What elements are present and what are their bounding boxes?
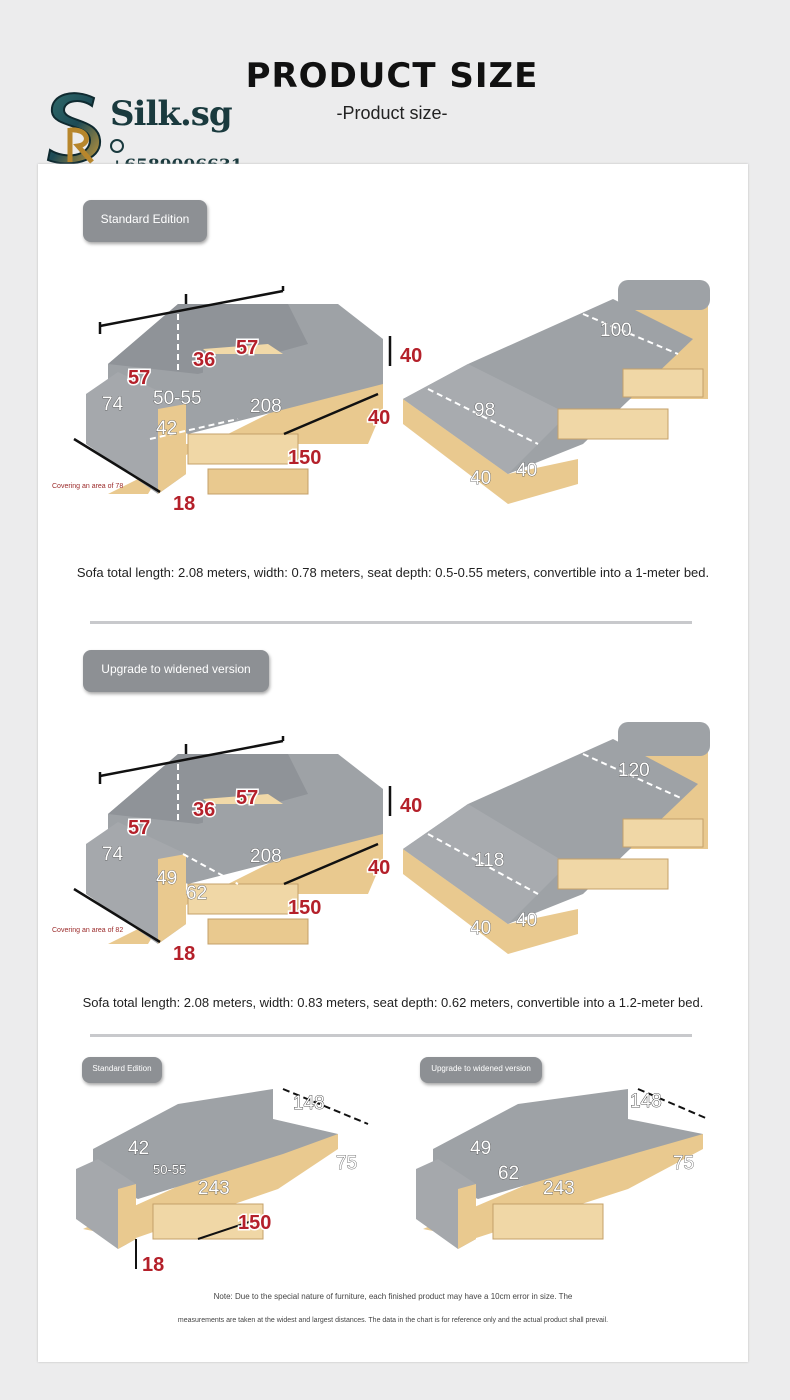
dim-table-height: 40: [400, 795, 423, 817]
dim-back-right: 57: [236, 337, 259, 359]
standard-sofa-illustration: [38, 244, 748, 514]
dim-table-height: 40: [400, 345, 423, 367]
bed-dim-width: 120: [618, 760, 650, 781]
note-line-1: Note: Due to the special nature of furniture, each finished product may have a 10cm error in size. The: [213, 1292, 573, 1301]
sofa-drawing: [86, 304, 383, 494]
section-divider: [90, 1034, 692, 1037]
lshape-dim-back-height: 42: [128, 1138, 150, 1159]
dim-back-mid: 36: [193, 349, 216, 371]
bed-dim-height-a: 40: [470, 918, 492, 939]
standard-caption: Sofa total length: 2.08 meters, width: 0.78 meters, seat depth: 0.5-0.55 meters, convertible into a 1-meter bed.: [76, 565, 710, 580]
dim-back-left: 57: [128, 367, 151, 389]
bed-dim-length: 118: [474, 850, 505, 871]
lshape-dim-drawer-length: 150: [238, 1212, 272, 1234]
dim-back-height: 42: [156, 418, 178, 439]
dim-arm-height: 74: [102, 394, 124, 415]
lshape-widened-dim-length: 243: [543, 1178, 575, 1199]
lshape-widened-drawing: [416, 1089, 703, 1249]
whatsapp-icon: [110, 139, 124, 153]
lshape-dim-chaise-width: 75: [336, 1153, 358, 1174]
dim-back-left: 57: [128, 817, 151, 839]
dim-drawer-depth: 40: [368, 857, 391, 879]
lshape-illustrations: [38, 1079, 748, 1279]
size-chart-card: [38, 164, 748, 1362]
brand-logo: [44, 88, 244, 168]
bed-dim-height-b: 40: [516, 460, 538, 481]
lshape-dim-chaise-length: 148: [293, 1093, 325, 1114]
dim-seat-depth: 62: [186, 883, 208, 904]
lshape-widened-badge: Upgrade to widened version: [420, 1057, 542, 1083]
page-subtitle: -Product size-: [336, 103, 448, 123]
note-line-2: measurements are taken at the widest and largest distances. The data in the chart is for reference only and the actual product shall prevail.: [177, 1317, 609, 1324]
widened-caption: Sofa total length: 2.08 meters, width: 0.83 meters, seat depth: 0.62 meters, convertible into a 1.2-meter bed.: [82, 995, 704, 1010]
lshape-dim-length: 243: [198, 1178, 230, 1199]
dim-drawer-length: 150: [288, 447, 322, 469]
brand-monogram-icon: [44, 88, 106, 164]
bed-drawing: [403, 280, 710, 504]
dim-drawer-depth: 40: [368, 407, 391, 429]
widened-version-badge: Upgrade to widened version: [83, 650, 269, 692]
lshape-widened-dim-back-height: 49: [470, 1138, 492, 1159]
page-title: PRODUCT SIZE: [245, 56, 539, 96]
lshape-standard-badge: Standard Edition: [82, 1057, 162, 1083]
lshape-widened-dim-chaise-length: 148: [630, 1091, 662, 1112]
dim-depth: 18: [173, 943, 196, 964]
dim-drawer-length: 150: [288, 897, 322, 919]
bed-dim-height-a: 40: [470, 468, 492, 489]
lshape-dim-depth: 18: [142, 1254, 165, 1276]
dim-back-height: 49: [156, 868, 178, 889]
brand-name: Silk.sg: [110, 94, 232, 134]
lshape-widened-dim-chaise-width: 75: [673, 1153, 695, 1174]
bed-dim-width: 100: [600, 320, 632, 341]
bed-dim-height-b: 40: [516, 910, 538, 931]
dim-depth: 18: [173, 493, 196, 514]
dim-length: 208: [250, 846, 282, 867]
bed-dim-length: 98: [474, 400, 496, 421]
dim-arm-height: 74: [102, 844, 124, 865]
dim-back-right: 57: [236, 787, 259, 809]
bed-drawing: [403, 722, 710, 954]
dim-back-mid: 36: [193, 799, 216, 821]
lshape-widened-dim-seat-depth: 62: [498, 1163, 520, 1184]
standard-cover-note: Covering an area of 78: [52, 483, 124, 490]
sofa-drawing: [86, 754, 383, 944]
standard-edition-badge: Standard Edition: [83, 200, 207, 242]
widened-cover-note: Covering an area of 82: [52, 927, 124, 934]
dim-seat-depth: 50-55: [153, 388, 202, 409]
dim-length: 208: [250, 396, 282, 417]
lshape-dim-seat-depth: 50-55: [153, 1162, 187, 1177]
section-divider: [90, 621, 692, 624]
widened-sofa-illustration: [38, 694, 748, 964]
